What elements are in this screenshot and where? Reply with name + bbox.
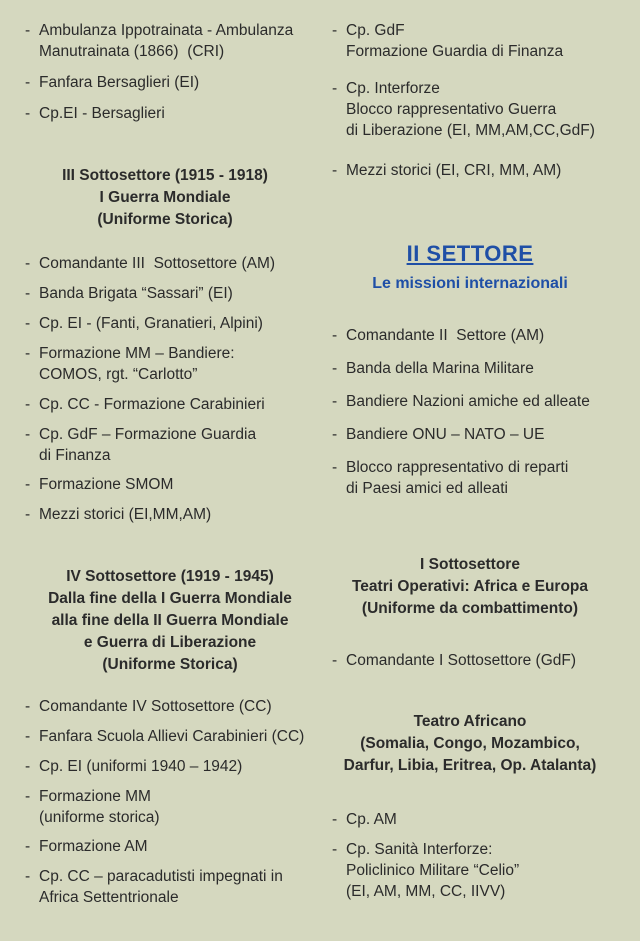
bullet-dash: - [332, 80, 338, 97]
bullet-dash: - [332, 393, 338, 410]
bullet-dash: - [25, 476, 31, 493]
list-item-line: Formazione AM [39, 838, 148, 855]
heading-line: III Sottosettore (1915 - 1918) [62, 167, 268, 184]
list-item-line: Cp. EI - (Fanti, Granatieri, Alpini) [39, 315, 263, 332]
list-item-line: Formazione Guardia di Finanza [346, 43, 564, 60]
list-item-line: di Liberazione (EI, MM,AM,CC,GdF) [346, 122, 595, 139]
heading-line: alla fine della II Guerra Mondiale [51, 612, 289, 629]
list-item-line: Cp.EI - Bersaglieri [39, 105, 165, 122]
list-item-line: Cp. Interforze [346, 80, 440, 97]
bullet-dash: - [25, 426, 31, 443]
heading-line: (Uniforme da combattimento) [361, 600, 579, 617]
bullet-dash: - [25, 838, 31, 855]
list-item-line: Comandante IV Sottosettore (CC) [39, 698, 272, 715]
list-item-line: Cp. CC - Formazione Carabinieri [39, 396, 265, 413]
bullet-dash: - [25, 728, 31, 745]
bullet-dash: - [25, 22, 31, 39]
heading-line: I Guerra Mondiale [99, 189, 231, 206]
bullet-dash: - [25, 315, 31, 332]
list-item-line: Cp. EI (uniformi 1940 – 1942) [39, 758, 243, 775]
heading-line: e Guerra di Liberazione [83, 634, 257, 651]
bullet-dash: - [332, 652, 338, 669]
list-item-line: (uniforme storica) [39, 809, 160, 826]
heading-line: Darfur, Libia, Eritrea, Op. Atalanta) [343, 757, 597, 774]
list-item-line: Bandiere ONU – NATO – UE [346, 426, 545, 443]
list-item-line: Cp. GdF – Formazione Guardia [39, 426, 257, 443]
bullet-dash: - [332, 459, 338, 476]
section-heading-teatro-africano [320, 711, 620, 777]
list-item-line: (EI, AM, MM, CC, IIVV) [346, 883, 506, 900]
list-item-line: Ambulanza Ippotrainata - Ambulanza [39, 22, 294, 39]
bullet-dash: - [25, 105, 31, 122]
list-item-line: Blocco rappresentativo di reparti [346, 459, 569, 476]
list-item-line: Banda della Marina Militare [346, 360, 534, 377]
list-item-line: Comandante III Sottosettore (AM) [39, 255, 276, 272]
sector-title: II SETTORE [406, 241, 534, 266]
bullet-dash: - [332, 22, 338, 39]
bullet-dash: - [25, 506, 31, 523]
bullet-dash: - [25, 698, 31, 715]
bullet-dash: - [25, 788, 31, 805]
bullet-dash: - [25, 285, 31, 302]
list-item-line: COMOS, rgt. “Carlotto” [39, 366, 198, 383]
bullet-dash: - [25, 868, 31, 885]
heading-line: Dalla fine della I Guerra Mondiale [48, 590, 292, 607]
list-item-line: Fanfara Scuola Allievi Carabinieri (CC) [39, 728, 305, 745]
list-item-line: Africa Settentrionale [39, 889, 179, 906]
bullet-dash: - [332, 426, 338, 443]
list-item-line: Cp. AM [346, 811, 397, 828]
list-item-line: di Paesi amici ed alleati [346, 480, 508, 497]
bullet-dash: - [25, 255, 31, 272]
bullet-dash: - [332, 327, 338, 344]
bullet-dash: - [25, 396, 31, 413]
bullet-dash: - [25, 758, 31, 775]
list-item-line: Mezzi storici (EI,MM,AM) [39, 506, 212, 523]
bullet-dash: - [332, 811, 338, 828]
list-item-line: Banda Brigata “Sassari” (EI) [39, 285, 233, 302]
list-item-line: Cp. CC – paracadutisti impegnati in [39, 868, 283, 885]
list-item-line: Formazione MM – Bandiere: [39, 345, 235, 362]
heading-line: IV Sottosettore (1919 - 1945) [66, 568, 274, 585]
section-heading-iii-sottosettore [0, 165, 330, 231]
list-item-line: Formazione MM [39, 788, 151, 805]
list-item-line: Bandiere Nazioni amiche ed alleate [346, 393, 590, 410]
list-item-line: di Finanza [39, 447, 111, 464]
bullet-dash: - [332, 162, 338, 179]
list-item-line: Mezzi storici (EI, CRI, MM, AM) [346, 162, 562, 179]
bullet-dash: - [25, 345, 31, 362]
heading-line: (Somalia, Congo, Mozambico, [360, 735, 580, 752]
list-item-line: Fanfara Bersaglieri (EI) [39, 74, 200, 91]
list-item-line: Formazione SMOM [39, 476, 174, 493]
bullet-dash: - [332, 360, 338, 377]
list-item-line: Comandante II Settore (AM) [346, 327, 545, 344]
list-item-line: Cp. GdF [346, 22, 405, 39]
list-item-line: Policlinico Militare “Celio” [346, 862, 520, 879]
list-item-line: Cp. Sanità Interforze: [346, 841, 493, 858]
section-heading-iv-sottosettore [0, 566, 340, 676]
heading-line: (Uniforme Storica) [102, 656, 238, 673]
heading-line: Teatri Operativi: Africa e Europa [351, 578, 588, 595]
list-item-line: Manutrainata (1866) (CRI) [39, 43, 225, 60]
list-item-line: Blocco rappresentativo Guerra [346, 101, 557, 118]
heading-line: I Sottosettore [420, 556, 520, 573]
heading-line: (Uniforme Storica) [97, 211, 233, 228]
section-heading-i-sottosettore [320, 554, 620, 620]
heading-line: Teatro Africano [413, 713, 527, 730]
bullet-dash: - [25, 74, 31, 91]
list-item-line: Comandante I Sottosettore (GdF) [346, 652, 577, 669]
bullet-dash: - [332, 841, 338, 858]
sector-subtitle: Le missioni internazionali [372, 275, 568, 292]
